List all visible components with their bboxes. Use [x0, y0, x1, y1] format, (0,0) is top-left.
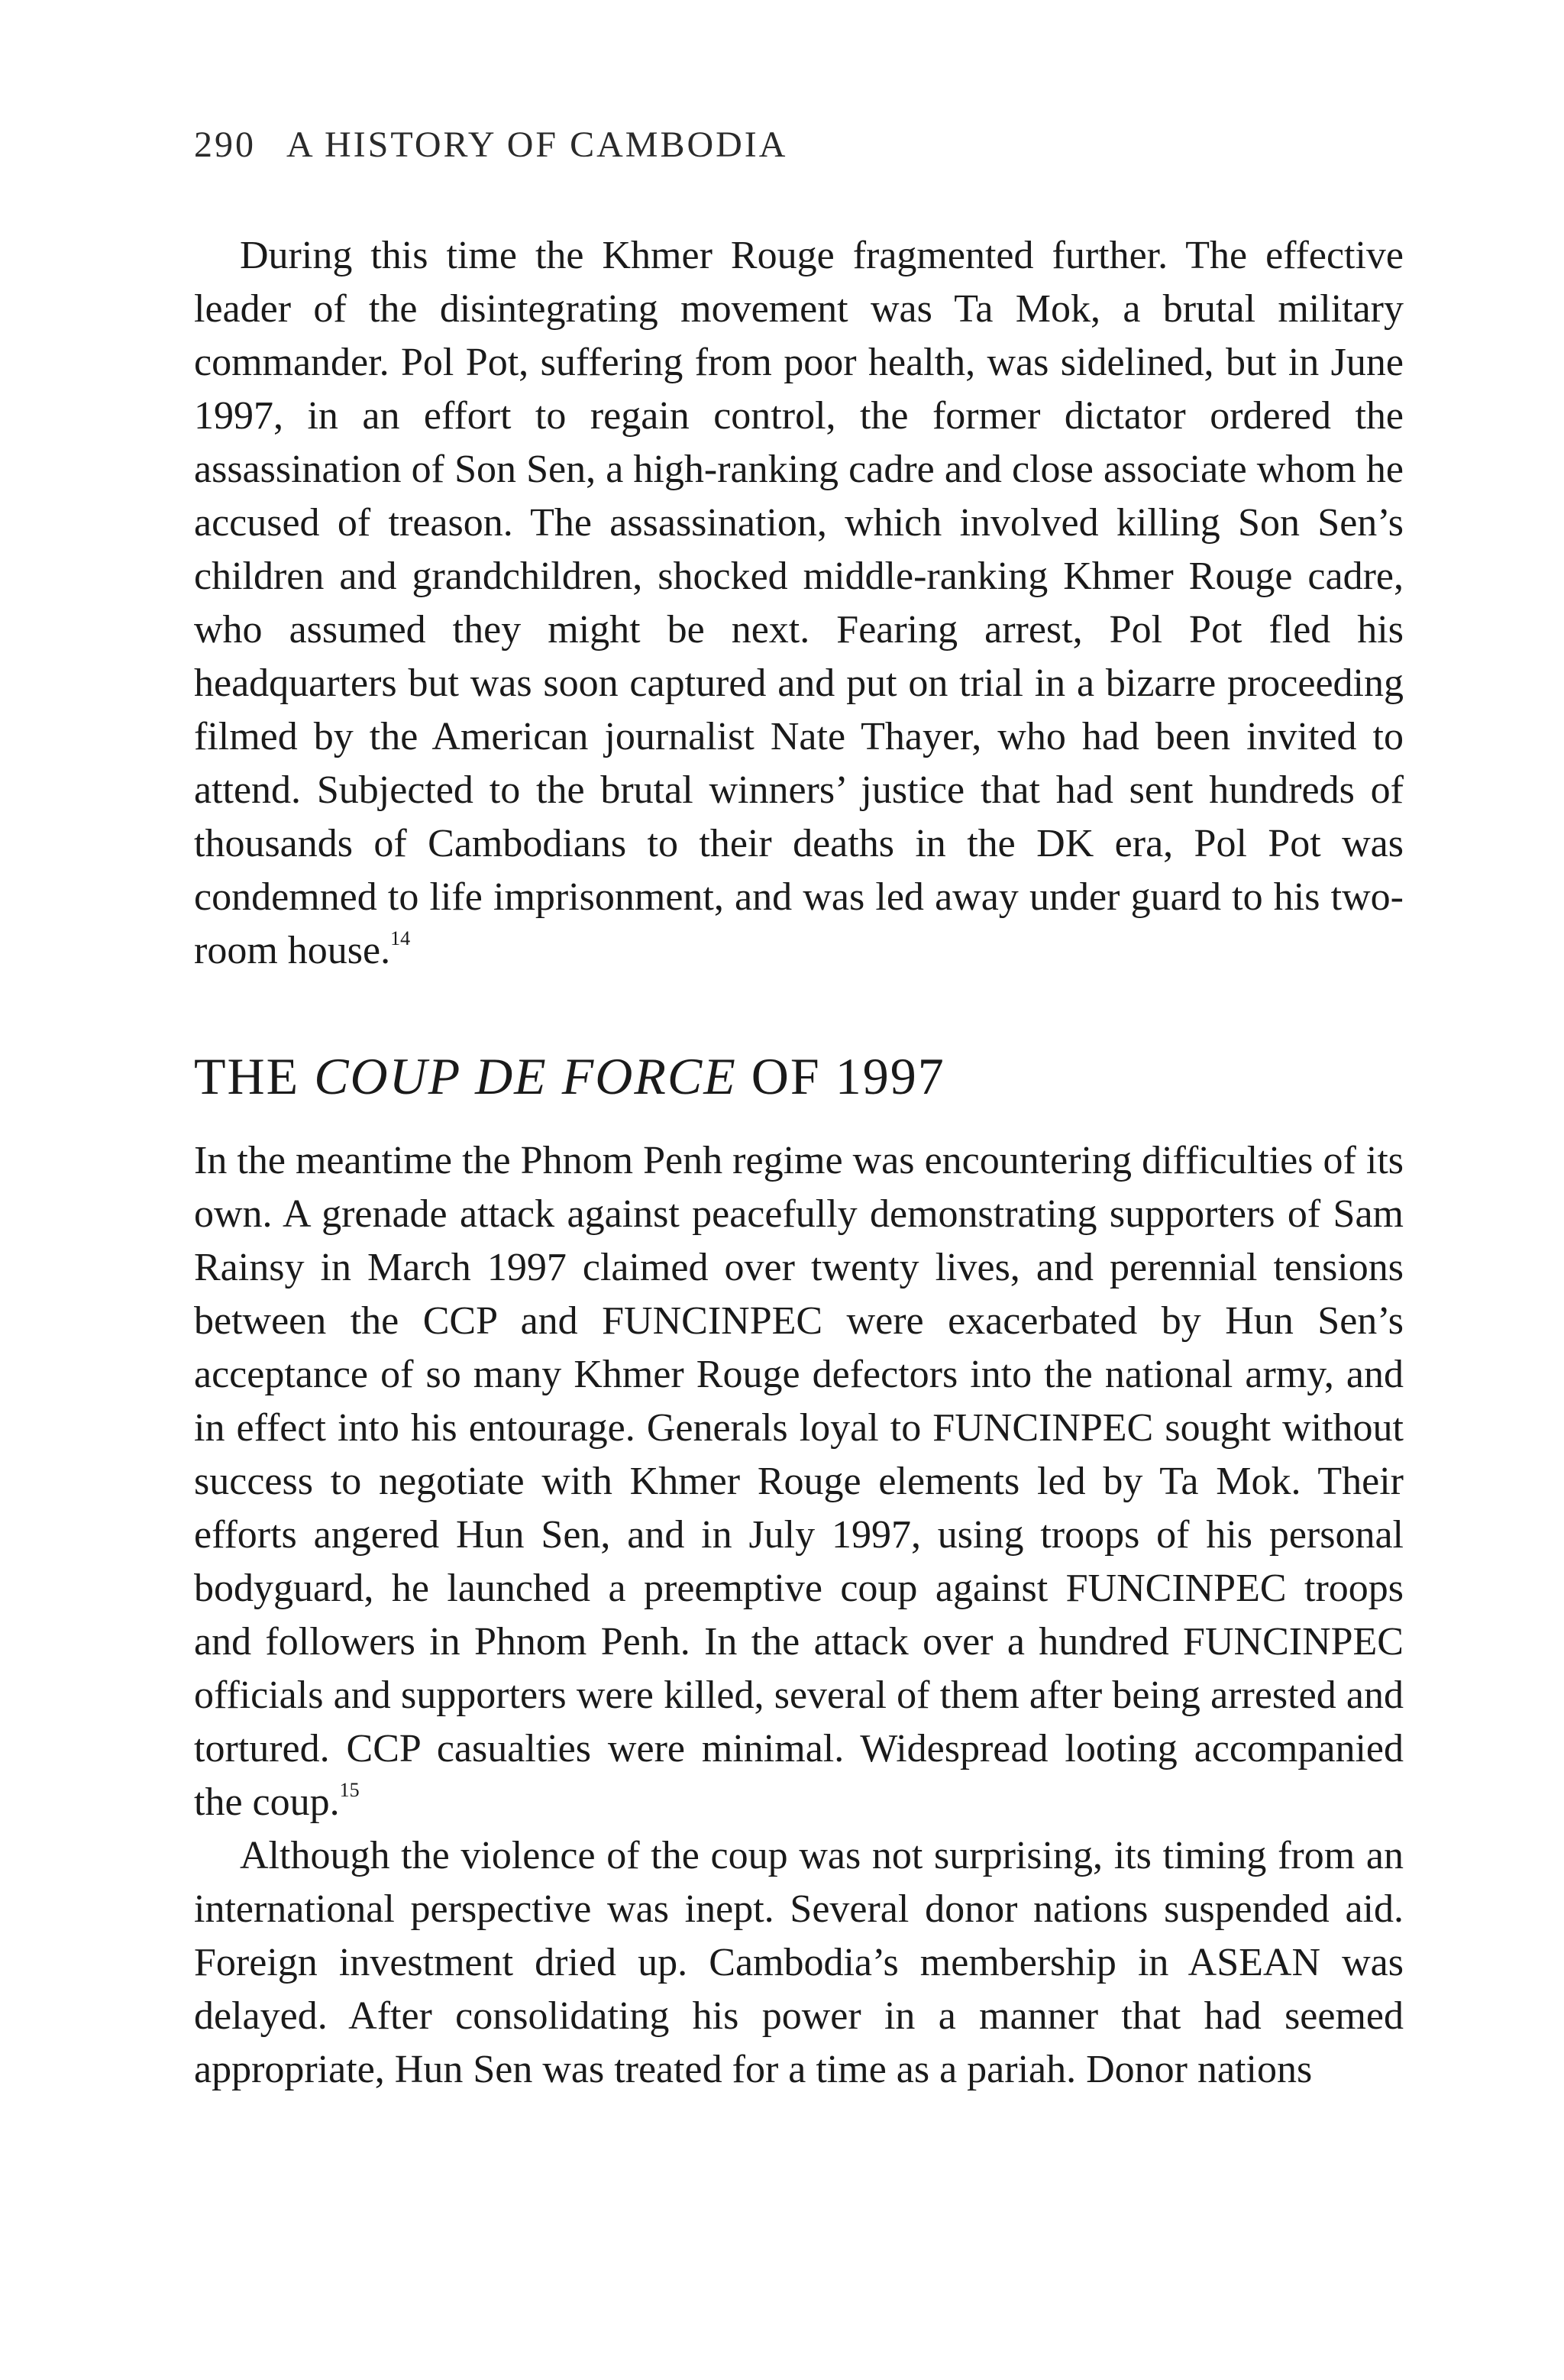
section-heading-suffix: OF 1997 [736, 1047, 945, 1105]
paragraph-text: In the meantime the Phnom Penh regime was encountering difficulties of its own. A grenade attack against peacefully demonstrating supporters of Sam Rainsy in March 1997 claimed over twenty lives, and perennial tensions between the CCP and FUNCINPEC were exacerbated by Hun Sen’s acceptance of so many Khmer Rouge defectors into the national army, and in effect into his entourage. Generals loyal to FUNCINPEC sought without success to negotiate with Khmer Rouge elements led by Ta Mok. Their efforts angered Hun Sen, and in July 1997, using troops of his personal bodyguard, he launched a preemptive coup against FUNCINPEC troops and followers in Phnom Penh. In the attack over a hundred FUNCINPEC officials and supporters were killed, several of them after being arrested and tortured. CCP casualties were minimal. Widespread looting accompanied the coup. [194, 1139, 1404, 1824]
running-head [194, 124, 787, 166]
body-text-block [194, 229, 1404, 978]
page-number: 290 [194, 124, 256, 165]
paragraph-text: During this time the Khmer Rouge fragmented further. The effective leader of the disintegrating movement was Ta Mok, a brutal military commander. Pol Pot, suffering from poor health, was sidelined, but in June 1997, in an effort to regain control, the former dictator ordered the assassination of Son Sen, a high-ranking cadre and close associate whom he accused of treason. The assassination, which involved killing Son Sen’s children and grandchildren, shocked middle-ranking Khmer Rouge cadre, who assumed they might be next. Fearing arrest, Pol Pot fled his headquarters but was soon captured and put on trial in a bizarre proceeding filmed by the American journalist Nate Thayer, who had been invited to attend. Subjected to the brutal winners’ justice that had sent hundreds of thousands of Cambodians to their deaths in the DK era, Pol Pot was condemned to life imprisonment, and was led away under guard to his two-room house. [194, 234, 1404, 972]
paragraph [194, 1829, 1404, 2097]
paragraph [194, 1134, 1404, 1829]
book-title: A HISTORY OF CAMBODIA [286, 124, 788, 165]
paragraph [194, 229, 1404, 978]
section-heading [194, 1046, 945, 1107]
footnote-reference: 14 [390, 927, 411, 949]
paragraph-text: Although the violence of the coup was not surprising, its timing from an international perspective was inept. Several donor nations suspended aid. Foreign investment dried up. Cambodia’s membership in ASEAN was delayed. After consolidating his power in a manner that had seemed appropriate, Hun Sen was treated for a time as a pariah. Donor nations [194, 1834, 1404, 2091]
footnote-reference: 15 [339, 1779, 360, 1801]
section-body-text [194, 1134, 1404, 2097]
section-heading-prefix: THE [194, 1047, 315, 1105]
section-heading-italic: COUP DE FORCE [314, 1047, 737, 1105]
